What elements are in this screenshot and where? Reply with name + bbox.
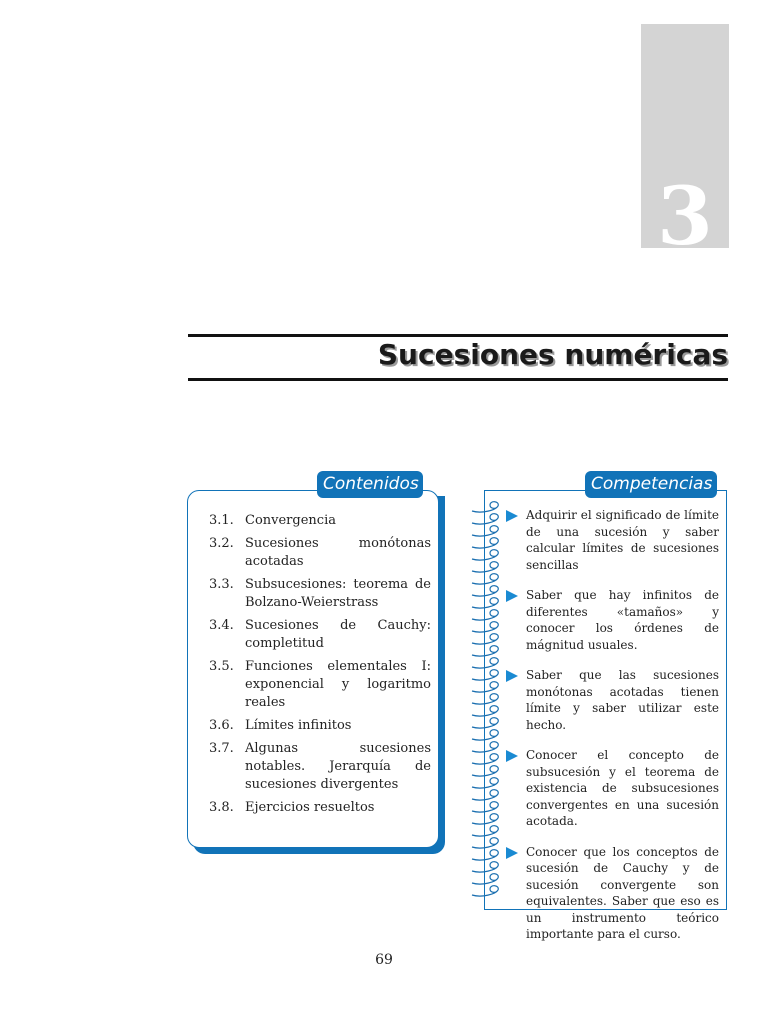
arrow-bullet-icon [506, 750, 518, 762]
title-rule-bottom [188, 378, 728, 381]
title-rule-top [188, 334, 728, 337]
contents-label: Contenidos [317, 471, 423, 498]
competency-item [506, 747, 719, 830]
arrow-bullet-icon [506, 670, 518, 682]
competency-item [506, 844, 719, 943]
toc-item-text: Límites infinitos [245, 718, 352, 733]
toc-item [209, 740, 431, 794]
competencies-label: Competencias [585, 471, 717, 498]
competency-item [506, 587, 719, 653]
toc-item-number: 3.6. [209, 718, 234, 733]
toc-item [209, 617, 431, 653]
toc-item-text: Funciones elementales I: exponencial y logaritmo reales [245, 659, 431, 710]
toc-item-number: 3.2. [209, 536, 234, 551]
toc-item-text: Sucesiones de Cauchy: completitud [245, 618, 431, 651]
competency-item [506, 507, 719, 573]
toc-item [209, 717, 431, 735]
competency-text: Conocer el concepto de subsucesión y el teorema de existencia de subsucesiones convergentes en una sucesión acotada. [526, 748, 719, 828]
arrow-bullet-icon [506, 847, 518, 859]
toc-item [209, 799, 431, 817]
toc-item-number: 3.7. [209, 741, 234, 756]
chapter-title: Sucesiones numéricas [377, 338, 728, 371]
spiral-binding-icon [468, 500, 504, 900]
competency-text: Adquirir el significado de límite de una sucesión y saber calcular límites de sucesiones sencillas [526, 508, 719, 572]
toc-item-text: Subsucesiones: teorema de Bolzano-Weierstrass [245, 577, 431, 610]
competency-text: Conocer que los conceptos de sucesión de Cauchy y de sucesión convergente son equivalentes. Saber que eso es un instrumento teórico importante para el curso. [526, 844, 719, 941]
page-number: 69 [375, 952, 393, 968]
toc-item-number: 3.4. [209, 618, 234, 633]
toc-item-text: Convergencia [245, 513, 336, 528]
contents-list [209, 512, 431, 822]
toc-item [209, 535, 431, 571]
competency-text: Saber que hay infinitos de diferentes «tamaños» y conocer los órdenes de mágnitud usuales. [526, 588, 719, 652]
toc-item-text: Algunas sucesiones notables. Jerarquía de sucesiones divergentes [245, 741, 431, 792]
toc-item-number: 3.3. [209, 577, 234, 592]
toc-item-number: 3.5. [209, 659, 234, 674]
competency-text: Saber que las sucesiones monótonas acotadas tienen límite y saber utilizar este hecho. [526, 668, 719, 732]
toc-item-text: Sucesiones monótonas acotadas [245, 536, 431, 569]
toc-item-number: 3.1. [209, 513, 234, 528]
competency-item [506, 667, 719, 733]
chapter-number-box [641, 24, 729, 263]
toc-item [209, 576, 431, 612]
toc-item [209, 658, 431, 712]
toc-item-number: 3.8. [209, 800, 234, 815]
arrow-bullet-icon [506, 510, 518, 522]
arrow-bullet-icon [506, 590, 518, 602]
toc-item-text: Ejercicios resueltos [245, 800, 375, 815]
toc-item [209, 512, 431, 530]
competencies-list [506, 507, 719, 957]
chapter-number: 3 [657, 169, 713, 263]
